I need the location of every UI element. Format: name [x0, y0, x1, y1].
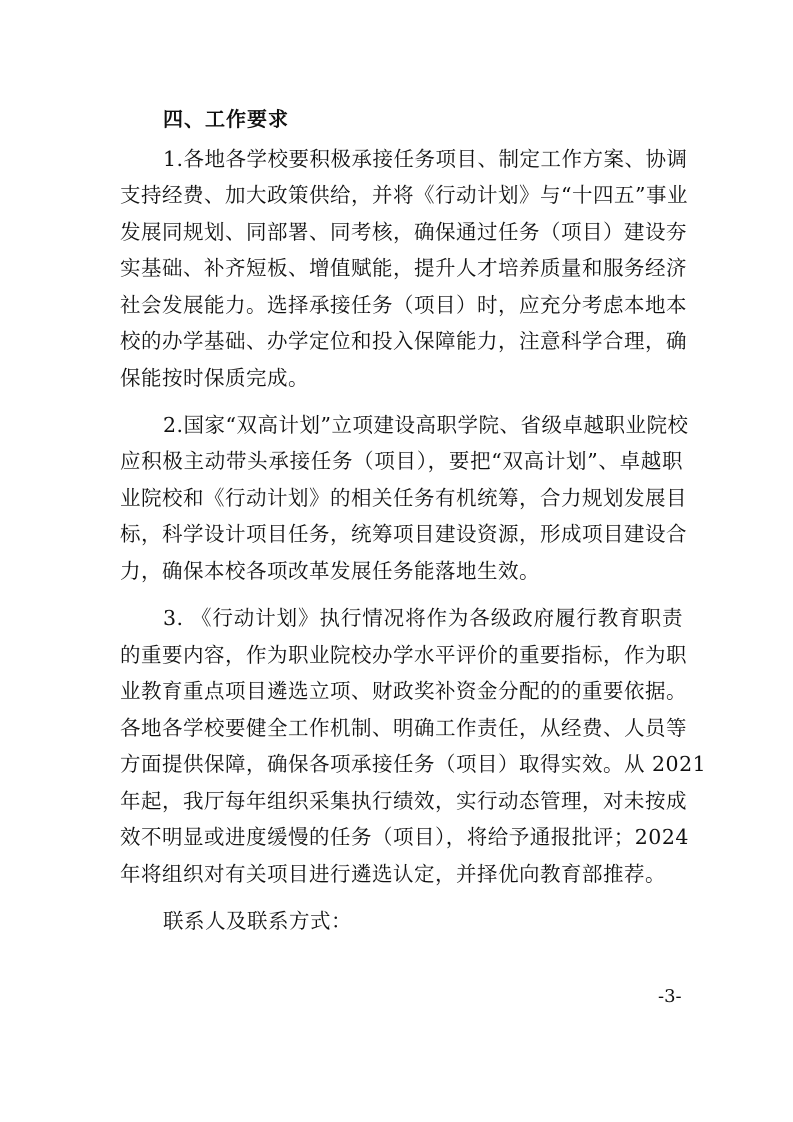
paragraph-line: 支持经费、加大政策供给，并将《行动计划》与“十四五”事业	[120, 183, 688, 207]
paragraph-line: 实基础、补齐短板、增值赋能，提升人才培养质量和服务经济	[120, 256, 687, 280]
paragraph-line: 各地各学校要健全工作机制、明确工作责任，从经费、人员等	[120, 716, 687, 740]
paragraph-line: 应积极主动带头承接任务（项目），要把“双高计划”、卓越职	[120, 449, 683, 473]
paragraph-line: 保能按时保质完成。	[120, 366, 309, 390]
paragraph-line: 2.国家“双高计划”立项建设高职学院、省级卓越职业院校	[163, 413, 689, 437]
paragraph-line: 效不明显或进度缓慢的任务（项目），将给予通报批评；2024	[120, 825, 689, 849]
paragraph-line: 校的办学基础、办学定位和投入保障能力，注意科学合理，确	[120, 329, 687, 353]
paragraph-line: 业院校和《行动计划》的相关任务有机统筹，合力规划发展目	[120, 486, 687, 510]
paragraph-line: 标，科学设计项目任务，统筹项目建设资源，形成项目建设合	[120, 522, 687, 546]
paragraph-line: 发展同规划、同部署、同考核，确保通过任务（项目）建设夯	[120, 220, 687, 244]
paragraph-line: 方面提供保障，确保各项承接任务（项目）取得实效。从 2021	[120, 752, 707, 776]
paragraph-line: 联系人及联系方式：	[163, 909, 352, 933]
paragraph-line: 1.各地各学校要积极承接任务项目、制定工作方案、协调	[163, 147, 688, 171]
section-heading: 四、工作要求	[163, 107, 289, 131]
paragraph-line: 年起，我厅每年组织采集执行绩效，实行动态管理，对未按成	[120, 789, 687, 813]
paragraph-line: 力，确保本校各项改革发展任务能落地生效。	[120, 559, 540, 583]
paragraph-line: 社会发展能力。选择承接任务（项目）时，应充分考虑本地本	[120, 293, 687, 317]
page-number: -3-	[658, 986, 682, 1007]
paragraph-line: 的重要内容，作为职业院校办学水平评价的重要指标，作为职	[120, 643, 687, 667]
paragraph-line: 年将组织对有关项目进行遴选认定，并择优向教育部推荐。	[120, 862, 666, 886]
paragraph-line: 业教育重点项目遴选立项、财政奖补资金分配的的重要依据。	[120, 679, 687, 703]
paragraph-line: 3. 《行动计划》执行情况将作为各级政府履行教育职责	[163, 606, 683, 630]
